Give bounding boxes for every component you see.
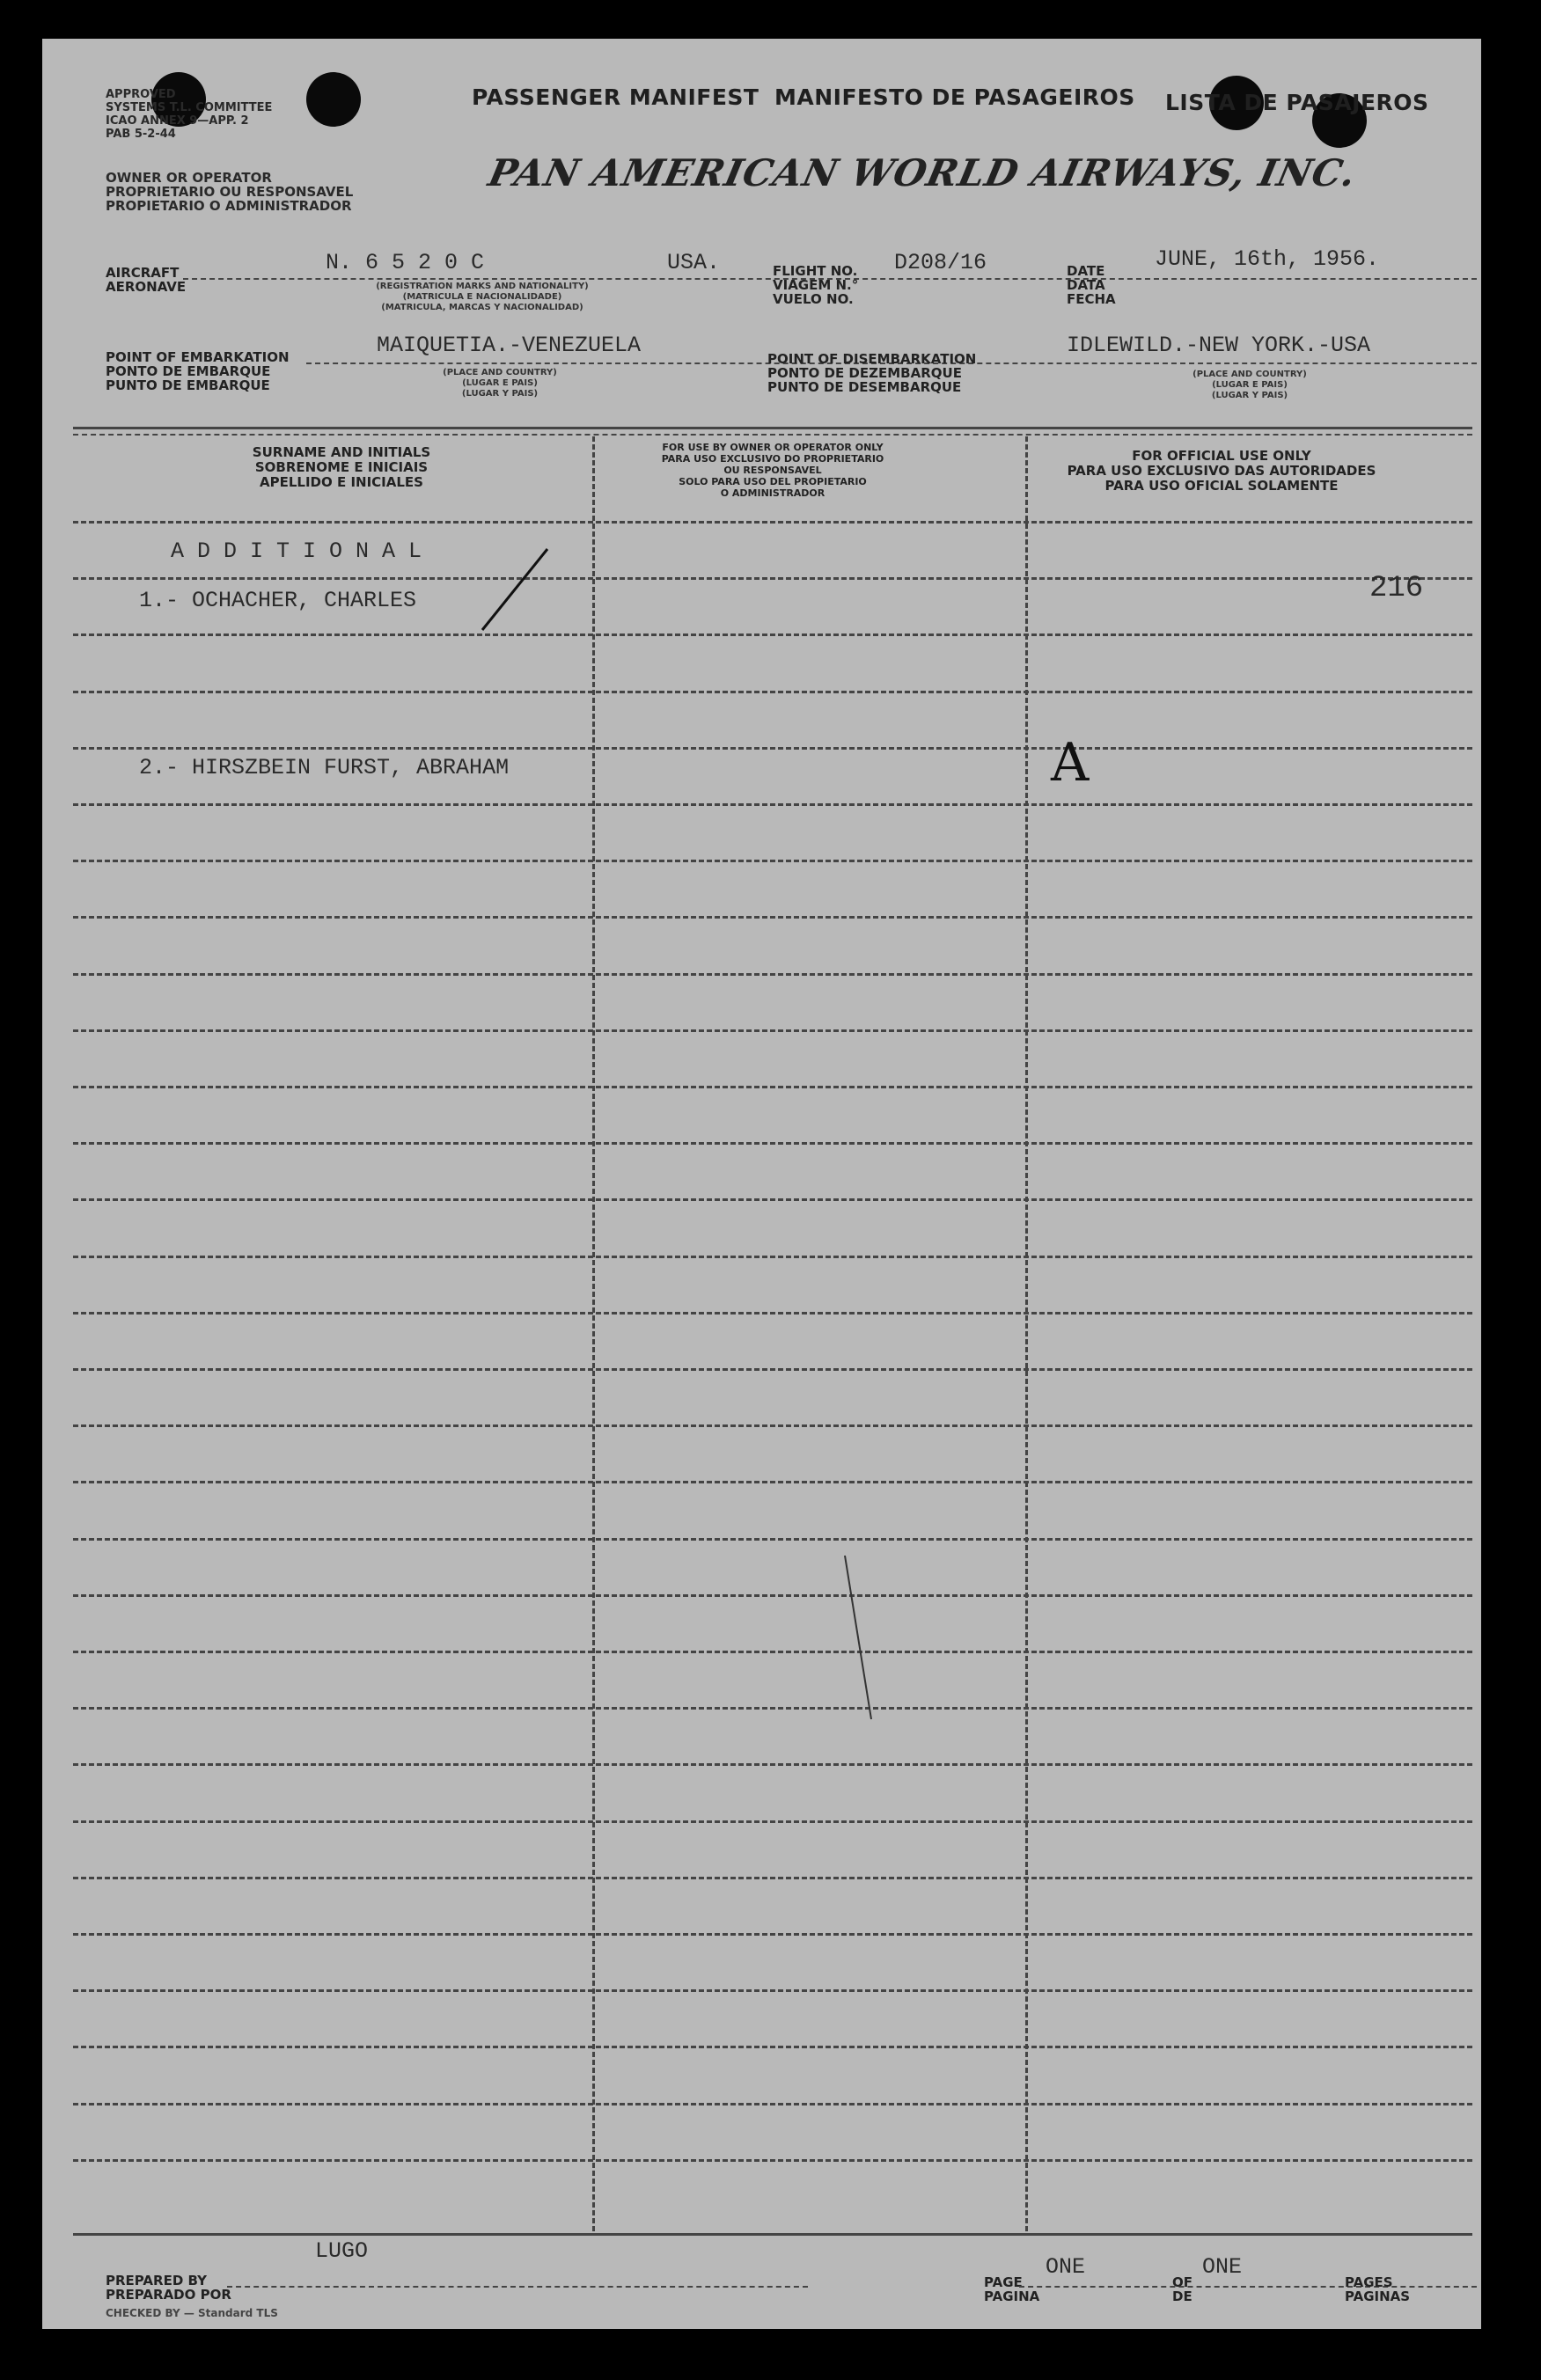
row-rule bbox=[73, 1707, 1472, 1710]
prepared-by-label: PREPARED BY PREPARADO POR bbox=[106, 2273, 231, 2303]
row-rule bbox=[73, 1481, 1472, 1483]
flight-number: D208/16 bbox=[894, 250, 987, 275]
column-divider bbox=[1025, 436, 1028, 2231]
row-rule bbox=[73, 1086, 1472, 1088]
aircraft-nationality: USA. bbox=[667, 250, 721, 275]
company-name: PAN AMERICAN WORLD AIRWAYS, INC. bbox=[484, 151, 1361, 194]
row-rule bbox=[73, 691, 1472, 693]
row-rule bbox=[73, 2159, 1472, 2162]
owner-operator-label: OWNER OR OPERATOR PROPRIETARIO OU RESPONSAVEL PROPIETARIO O ADMINISTRADOR bbox=[106, 170, 354, 214]
disembarkation-place: IDLEWILD.-NEW YORK.-USA bbox=[1067, 333, 1371, 358]
row-rule bbox=[73, 1256, 1472, 1258]
row-rule bbox=[73, 2103, 1472, 2105]
row-rule bbox=[73, 1763, 1472, 1766]
aircraft-registration: N. 6 5 2 0 C bbox=[326, 250, 485, 275]
column-header-surname: SURNAME AND INITIALS SOBRENOME E INICIAIS APELLIDO E INICIALES bbox=[252, 444, 431, 490]
table-bottom-rule bbox=[73, 2233, 1472, 2236]
passenger-row-2: 2.- HIRSZBEIN FURST, ABRAHAM bbox=[139, 755, 510, 780]
row-rule bbox=[73, 916, 1472, 919]
total-pages: ONE bbox=[1202, 2254, 1243, 2280]
row-rule bbox=[73, 1989, 1472, 1992]
manifest-page bbox=[42, 39, 1481, 2329]
page-number: ONE bbox=[1046, 2254, 1086, 2280]
column-divider bbox=[592, 436, 595, 2231]
row-rule bbox=[73, 803, 1472, 806]
title-spanish: LISTA DE PASAJEROS bbox=[1165, 90, 1429, 115]
column-header-owner-use: FOR USE BY OWNER OR OPERATOR ONLY PARA USO EXCLUSIVO DO PROPRIETARIO OU RESPONSAVEL SOLO PARA USO DEL PROPIETARIO O ADMINISTRADOR bbox=[661, 442, 884, 499]
row-rule bbox=[73, 1312, 1472, 1314]
passenger-row-1-official: 216 bbox=[1369, 572, 1424, 605]
row-rule bbox=[73, 1368, 1472, 1371]
disembarkation-sublabel: (PLACE AND COUNTRY) (LUGAR E PAIS) (LUGAR Y PAIS) bbox=[1192, 370, 1307, 400]
title-english: PASSENGER MANIFEST bbox=[472, 84, 759, 110]
disembarkation-label: POINT OF DISEMBARKATION PONTO DE DEZEMBARQUE PUNTO DE DESEMBARQUE bbox=[767, 351, 977, 395]
row-rule bbox=[73, 521, 1472, 524]
of-label: OF DE bbox=[1172, 2274, 1192, 2304]
row-rule bbox=[73, 973, 1472, 976]
row-rule bbox=[73, 860, 1472, 862]
row-rule bbox=[73, 633, 1472, 636]
check-mark-icon bbox=[475, 546, 563, 633]
checked-by-label: CHECKED BY — Standard TLS bbox=[106, 2307, 278, 2319]
row-rule bbox=[73, 1538, 1472, 1541]
row-rule bbox=[73, 1594, 1472, 1597]
date-label: DATE DATA FECHA bbox=[1067, 263, 1116, 307]
embarkation-label: POINT OF EMBARKATION PONTO DE EMBARQUE PUNTO DE EMBARQUE bbox=[106, 349, 290, 393]
pages-label: PAGES PAGINAS bbox=[1345, 2274, 1411, 2304]
row-rule bbox=[73, 2046, 1472, 2048]
row-rule bbox=[73, 577, 1472, 580]
pencil-stroke bbox=[841, 1552, 877, 1728]
row-rule bbox=[73, 1651, 1472, 1653]
handwritten-mark: A bbox=[1051, 732, 1090, 794]
row-rule bbox=[73, 1820, 1472, 1823]
row-rule bbox=[73, 1198, 1472, 1201]
additional-heading: A D D I T I O N A L bbox=[171, 538, 422, 564]
embarkation-sublabel: (PLACE AND COUNTRY) (LUGAR E PAIS) (LUGAR Y PAIS) bbox=[443, 368, 557, 399]
row-rule bbox=[73, 1142, 1472, 1145]
table-top-rule bbox=[73, 427, 1472, 429]
row-rule bbox=[73, 1933, 1472, 1936]
passenger-row-1: 1.- OCHACHER, CHARLES bbox=[139, 588, 417, 613]
flight-date: JUNE, 16th, 1956. bbox=[1155, 246, 1380, 272]
row-rule bbox=[73, 1029, 1472, 1032]
aircraft-sublabel: (REGISTRATION MARKS AND NATIONALITY) (MATRICULA E NACIONALIDADE) (MATRICULA, MARCAS Y NACIONALIDAD) bbox=[376, 282, 589, 312]
approval-note: APPROVED SYSTEMS T.L. COMMITTEE ICAO ANNEX 9—APP. 2 PAB 5-2-44 bbox=[106, 88, 273, 141]
page-label: PAGE PAGINA bbox=[984, 2274, 1040, 2304]
title-portuguese: MANIFESTO DE PASAGEIROS bbox=[774, 84, 1135, 110]
embarkation-place: MAIQUETIA.-VENEZUELA bbox=[377, 333, 642, 358]
punch-hole bbox=[306, 72, 361, 127]
row-rule bbox=[73, 1424, 1472, 1427]
aircraft-label: AIRCRAFT AERONAVE bbox=[106, 265, 187, 295]
flight-label: FLIGHT NO. VIAGEM N.° VUELO NO. bbox=[773, 263, 859, 307]
row-rule bbox=[73, 1877, 1472, 1879]
row-rule bbox=[73, 747, 1472, 750]
column-header-official: FOR OFFICIAL USE ONLY PARA USO EXCLUSIVO DAS AUTORIDADES PARA USO OFICIAL SOLAMENTE bbox=[1067, 448, 1376, 494]
prepared-by-value: LUGO bbox=[315, 2238, 369, 2264]
